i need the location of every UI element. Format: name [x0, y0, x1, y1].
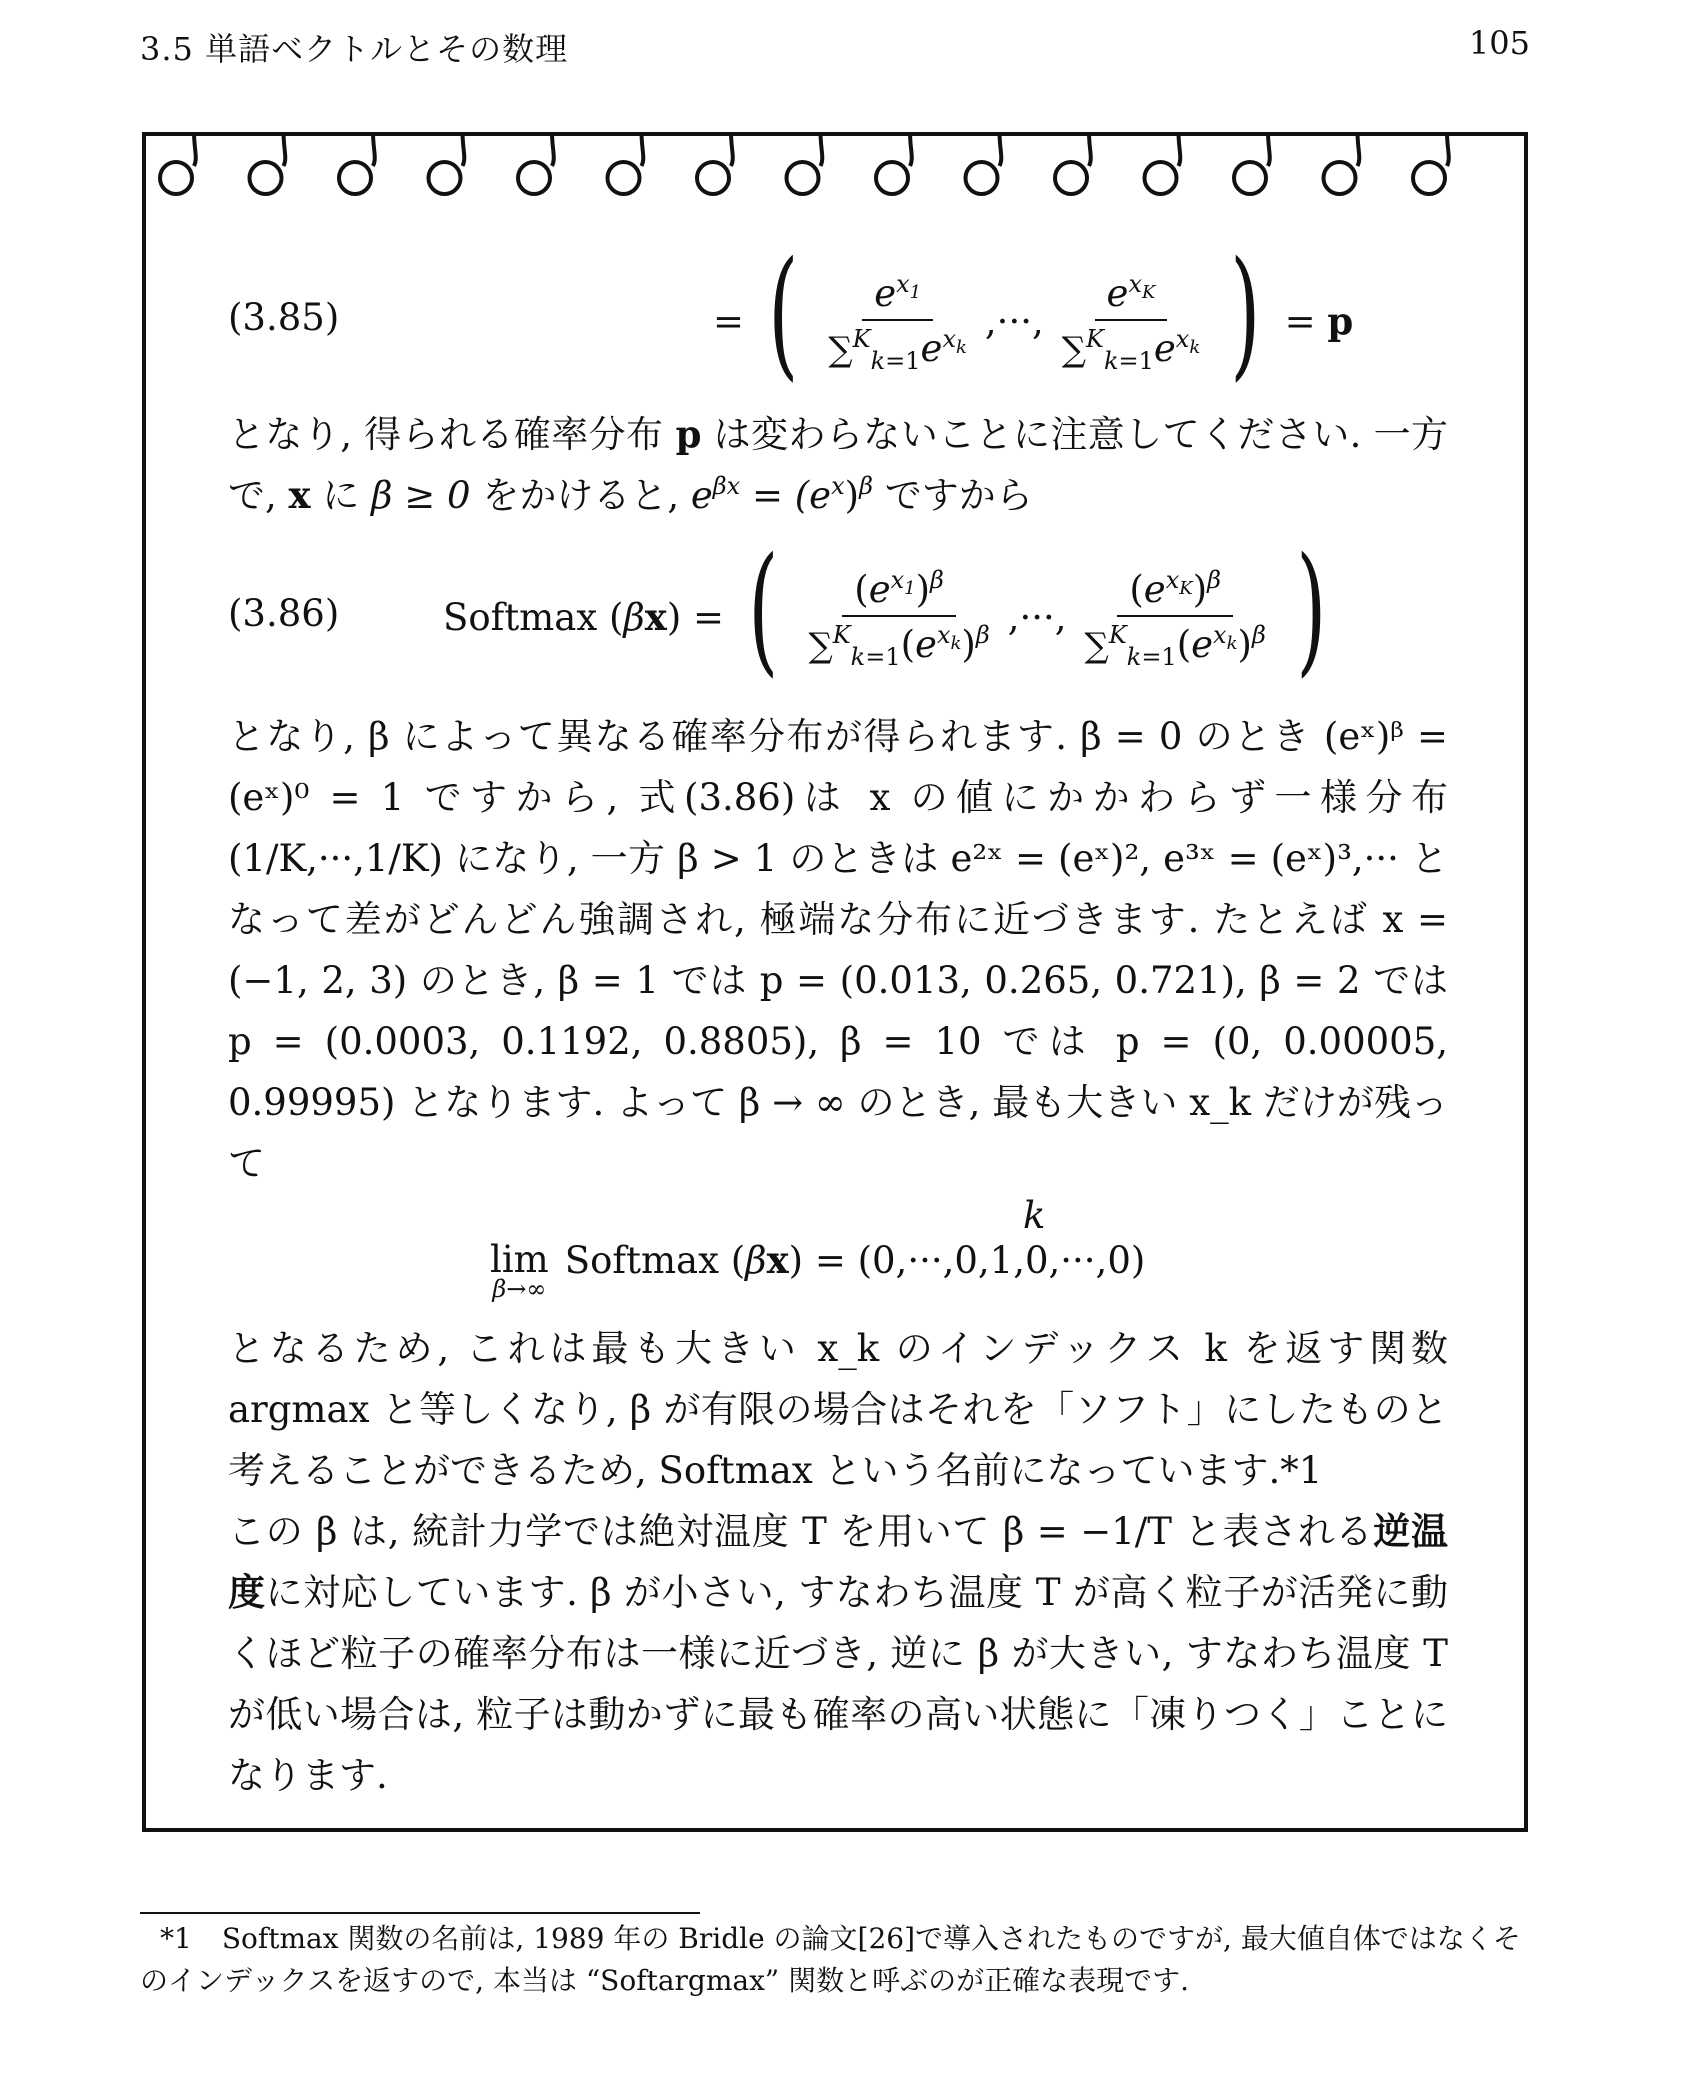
limit-equation: k lim β→∞ Softmax (βx) = (0,···,0,1,0,···,0)	[490, 1194, 1146, 1303]
equation-3-85: (3.85) = ( $\frac{e^{x_1}}{\sum^K_{k=1}e^{x_k}}$ ,···, $\frac{e^{x_K}}{\sum^K_{k=1}e^{x_k}}$ ) = p	[228, 232, 1354, 395]
paragraph-2: となり, β によって異なる確率分布が得られます. β = 0 のとき (eˣ)ᵝ = (eˣ)⁰ = 1 ですから, 式(3.86)は x の値にかかわらず一様分布 (1/K,···,1/K) になり, 一方 β > 1 のときは e²ˣ = (eˣ)², e³ˣ = (eˣ)³,··· となって差がどんどん強調され, 極端な分布に近づきます. たとえば x = (−1, 2, 3) のとき, β = 1 では p = (0.013, 0.265, 0.721), β = 2 では p = (0.0003, 0.1192, 0.8805), β = 10 では p = (0, 0.00005, 0.99995) となります. よって β → ∞ のとき, 最も大きい x_k だけが残って	[228, 715, 1448, 1185]
spiral-rings-icon	[146, 132, 1524, 202]
paragraph-1: となり, 得られる確率分布 p は変わらないことに注意してください. 一方で, x に β ≥ 0 をかけると, $e^{\beta x} = (e^x)^\beta$ ですから	[228, 412, 1448, 517]
paragraph-4: この β は, 統計力学では絶対温度 T を用いて β = −1/T と表される逆温度に対応しています. β が小さい, すなわち温度 T が高く粒子が活発に動くほど粒子の確率分布は一様に近づき, 逆に β が大きい, すなわち温度 T が低い場合は, 粒子は動かずに最も確率の高い状態に「凍りつく」ことになります.	[228, 1509, 1449, 1797]
page-number: 105	[1468, 24, 1530, 62]
footnote: *1 Softmax 関数の名前は, 1989 年の Bridle の論文[26]で導入されたものですが, 最大値自体ではなくそのインデックスを返すので, 本当は “Softargmax” 関数と呼ぶのが正確な表現です.	[140, 1922, 1521, 1997]
box-content	[228, 232, 1449, 1806]
section-title: 3.5 単語ベクトルとその数理	[140, 30, 569, 68]
footnote-rule	[140, 1912, 700, 1914]
running-header	[140, 24, 1530, 68]
equation-3-86: (3.86) Softmax ( β x ) = ( $\frac{(e^{x_1})^\beta}{\sum^K_{k=1}(e^{x_k})^\beta}$ ,···, $\frac{(e^{x_K})^\beta}{\sum^K_{k=1}(e^{x_k})^\beta}$ )	[228, 528, 1327, 691]
notebook-box	[142, 132, 1528, 1832]
paragraph-3: となるため, これは最も大きい x_k のインデックス k を返す関数 argmax と等しくなり, β が有限の場合はそれを「ソフト」にしたものと考えることができるため, Softmax という名前になっています.*1	[228, 1327, 1448, 1492]
equation-number: (3.86)	[228, 592, 340, 635]
equation-number: (3.85)	[228, 296, 340, 339]
term-inverse-temperature: 逆温度	[228, 1509, 1449, 1614]
